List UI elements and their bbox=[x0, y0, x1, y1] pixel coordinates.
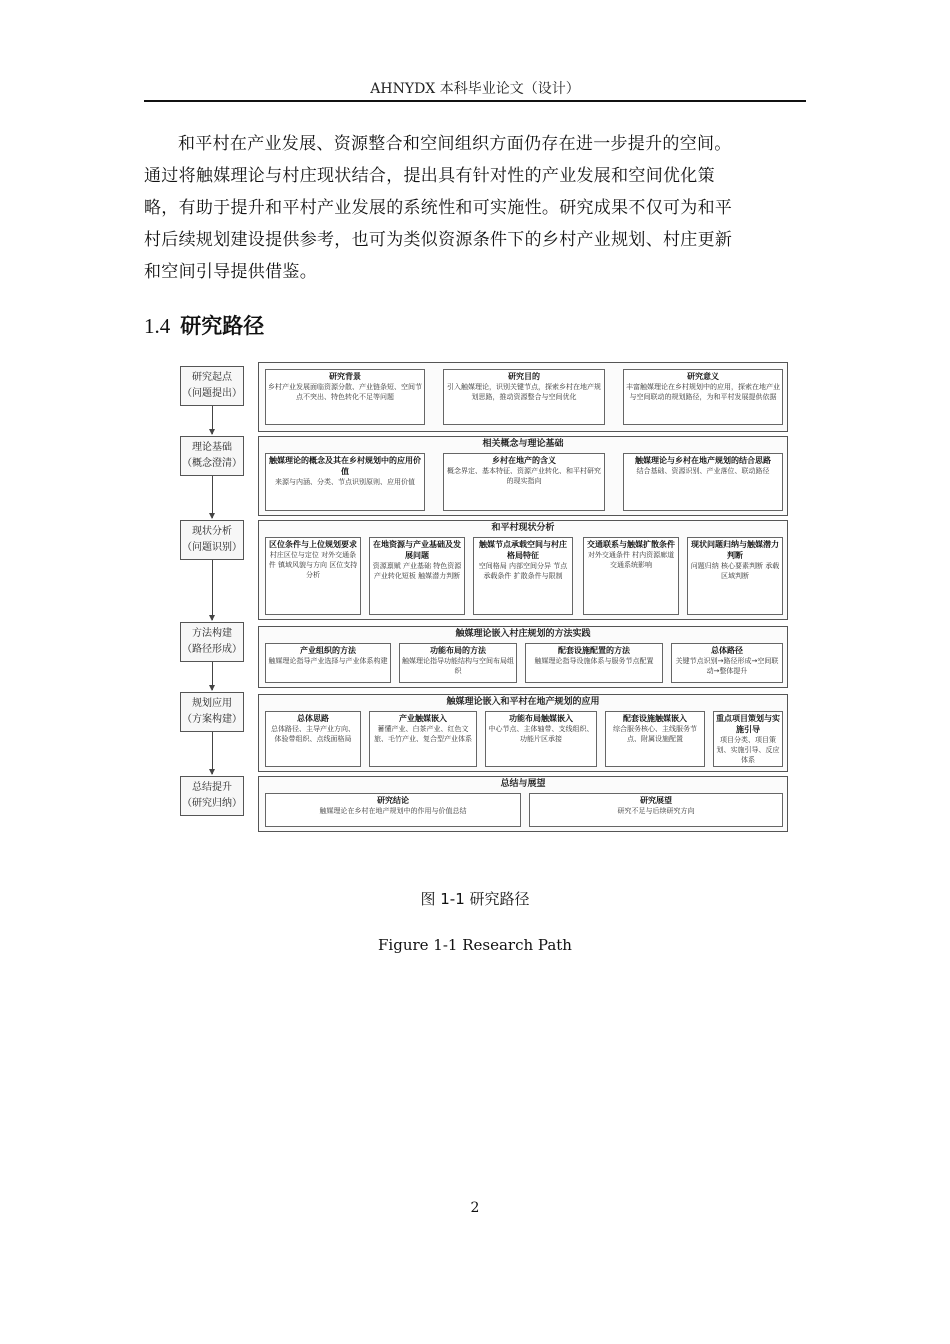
arrow-down-icon bbox=[212, 406, 213, 434]
flow-box: 总体路径 关键节点识别→路径形成→空间联动→整体提升 bbox=[671, 643, 783, 683]
paragraph-line: 略，有助于提升和平村产业发展的系统性和可实施性。研究成果不仅可为和平 bbox=[144, 198, 733, 218]
flow-box: 研究意义 丰富触媒理论在乡村规划中的应用，探索在地产业与空间联动的规划路径，为和平村发展提供依据 bbox=[623, 369, 783, 425]
flow-box: 产业触媒嵌入 蓄懂产业、白茶产业、红色文旅、毛竹产业、复合型产业体系 bbox=[369, 711, 477, 767]
stage-box: 总结提升 （研究归纳） bbox=[180, 776, 244, 816]
arrow-down-icon bbox=[212, 476, 213, 518]
flow-box: 研究结论 触媒理论在乡村在地产规划中的作用与价值总结 bbox=[265, 793, 521, 827]
panel-application bbox=[258, 694, 788, 772]
paragraph-line: 和空间引导提供借鉴。 bbox=[144, 262, 317, 282]
stage-box: 理论基础 （概念澄清） bbox=[180, 436, 244, 476]
stage-box: 研究起点 （问题提出） bbox=[180, 366, 244, 406]
arrow-down-icon bbox=[212, 560, 213, 620]
flow-box: 现状问题归纳与触媒潜力判断 问题归纳 核心要素判断 承载区域判断 bbox=[687, 537, 783, 615]
flow-box: 乡村在地产的含义 概念界定、基本特征、资源产业转化、和平村研究的现实指向 bbox=[443, 453, 605, 511]
flow-box: 触媒理论的概念及其在乡村规划中的应用价值 来源与内涵、分类、节点识别原则、应用价值 bbox=[265, 453, 425, 511]
paragraph-line: 和平村在产业发展、资源整合和空间组织方面仍存在进一步提升的空间。 bbox=[178, 134, 732, 154]
panel-title: 总结与展望 bbox=[500, 779, 546, 789]
stage-box: 现状分析 （问题识别） bbox=[180, 520, 244, 560]
stage-box: 方法构建 （路径形成） bbox=[180, 622, 244, 662]
flow-box: 功能布局的方法 触媒理论指导功能结构与空间布局组织 bbox=[399, 643, 517, 683]
panel-method bbox=[258, 626, 788, 688]
panel-title: 触媒理论嵌入和平村在地产规划的应用 bbox=[446, 697, 600, 707]
figure-caption-en: Figure 1-1 Research Path bbox=[378, 936, 572, 954]
flow-box: 产业组织的方法 触媒理论指导产业选择与产业体系构建 bbox=[265, 643, 391, 683]
research-path-figure bbox=[170, 358, 790, 838]
flow-box: 交通联系与触媒扩散条件 对外交通条件 村内资源廊道 交通系统影响 bbox=[583, 537, 679, 615]
flow-box: 研究背景 乡村产业发展面临资源分散、产业链条短、空间节点不突出、特色转化不足等问题 bbox=[265, 369, 425, 425]
arrow-down-icon bbox=[212, 732, 213, 774]
flow-box: 功能布局触媒嵌入 中心节点、主体轴带、支线组织、功能片区承接 bbox=[485, 711, 597, 767]
flow-box: 在地资源与产业基础及发展问题 资源禀赋 产业基础 特色资源 产业转化短板 触媒潜力判断 bbox=[369, 537, 465, 615]
flow-box: 触媒节点承载空间与村庄格局特征 空间格局 内部空间分异 节点承载条件 扩散条件与限制 bbox=[473, 537, 573, 615]
panel-status bbox=[258, 520, 788, 620]
panel-title: 相关概念与理论基础 bbox=[482, 439, 564, 449]
section-title: 研究路径 bbox=[180, 314, 265, 338]
flow-box: 研究目的 引入触媒理论，识别关键节点，探索乡村在地产规划思路，推动资源整合与空间优化 bbox=[443, 369, 605, 425]
panel-title: 和平村现状分析 bbox=[491, 523, 555, 533]
panel-summary bbox=[258, 776, 788, 832]
flow-box: 配套设施触媒嵌入 综合服务核心、主线服务节点、附属设施配置 bbox=[605, 711, 705, 767]
flow-box: 研究展望 研究不足与后续研究方向 bbox=[529, 793, 783, 827]
flow-box: 总体思路 总体路径、主导产业方向、体验带组织、点线面格局 bbox=[265, 711, 361, 767]
panel-theory bbox=[258, 436, 788, 516]
page-number: 2 bbox=[470, 1200, 480, 1216]
paragraph-line: 通过将触媒理论与村庄现状结合，提出具有针对性的产业发展和空间优化策 bbox=[144, 166, 715, 186]
flow-box: 配套设施配置的方法 触媒理论指导设施体系与服务节点配置 bbox=[525, 643, 663, 683]
page-header: AHNYDX 本科毕业论文（设计） bbox=[370, 81, 580, 97]
paragraph-line: 村后续规划建设提供参考，也可为类似资源条件下的乡村产业规划、村庄更新 bbox=[144, 230, 733, 250]
figure-caption-zh: 图 1-1 研究路径 bbox=[420, 890, 530, 908]
flow-box: 区位条件与上位规划要求 村庄区位与定位 对外交通条件 镇域风貌与方向 区位支持分析 bbox=[265, 537, 361, 615]
body-paragraph bbox=[144, 128, 804, 288]
stage-box: 规划应用 （方案构建） bbox=[180, 692, 244, 732]
section-heading bbox=[144, 310, 264, 340]
section-number: 1.4 bbox=[144, 314, 171, 338]
flow-box: 重点项目策划与实施引导 项目分类、项目策划、实施引导、反应体系 bbox=[713, 711, 783, 767]
panel-title: 触媒理论嵌入村庄规划的方法实践 bbox=[455, 629, 591, 639]
header-rule bbox=[144, 100, 806, 102]
panel-background bbox=[258, 362, 788, 432]
arrow-down-icon bbox=[212, 662, 213, 690]
flow-box: 触媒理论与乡村在地产规划的结合思路 结合基础、资源识别、产业落位、联动路径 bbox=[623, 453, 783, 511]
